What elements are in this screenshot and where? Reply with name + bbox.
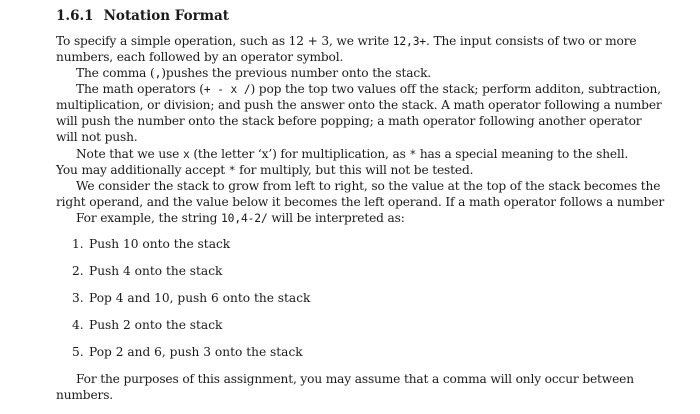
text-span: ) pop the top two values off the stack; perform additon, subtraction,	[250, 82, 661, 96]
paragraph-line	[56, 34, 636, 48]
paragraph-line: will not push.	[56, 130, 138, 144]
code-span: *	[409, 148, 417, 161]
section-title: Notation Format	[103, 8, 230, 24]
text-span: . The input consists of two or more	[426, 34, 637, 48]
code-span: x	[182, 148, 190, 161]
paragraph-line	[76, 66, 431, 80]
code-span: 10,4-2/	[221, 212, 268, 225]
paragraph-line	[56, 163, 473, 177]
text-span: will be interpreted as:	[267, 211, 405, 225]
list-item-text: Pop 4 and 10, push 6 onto the stack	[89, 291, 311, 305]
text-span: )pushes the previous number onto the stack.	[161, 66, 432, 80]
list-item	[72, 291, 310, 305]
list-marker: 4.	[72, 318, 84, 332]
paragraph-line: multiplication, or division; and push the answer onto the stack. A math operator following a number	[56, 98, 662, 112]
list-item	[72, 345, 303, 359]
paragraph-line	[76, 82, 661, 96]
list-marker: 3.	[72, 291, 84, 305]
paragraph-line: numbers, each followed by an operator symbol.	[56, 50, 344, 64]
paragraph-line: will push the number onto the stack before popping; a math operator following another operator	[56, 114, 642, 128]
code-span: 12,3+	[392, 35, 427, 48]
list-item	[72, 237, 230, 251]
section-number: 1.6.1	[56, 8, 94, 24]
list-item-text: Push 10 onto the stack	[89, 237, 231, 251]
text-span: Note that we use	[76, 147, 183, 161]
code-span: ,	[154, 67, 162, 80]
list-item-text: Pop 2 and 6, push 3 onto the stack	[89, 345, 303, 359]
list-item	[72, 318, 222, 332]
list-item	[72, 264, 222, 278]
paragraph-line	[76, 147, 628, 161]
list-item-text: Push 4 onto the stack	[89, 264, 223, 278]
list-marker: 5.	[72, 345, 84, 359]
text-span: has a special meaning to the shell.	[416, 147, 629, 161]
section-heading	[56, 8, 229, 24]
text-span: The comma (	[76, 66, 155, 80]
text-span: For example, the string	[76, 211, 222, 225]
paragraph-line: For the purposes of this assignment, you may assume that a comma will only occur between	[76, 372, 634, 386]
list-item-text: Push 2 onto the stack	[89, 318, 223, 332]
list-marker: 1.	[72, 237, 84, 251]
list-marker: 2.	[72, 264, 84, 278]
paragraph-line: right operand, and the value below it becomes the left operand. If a math operator follows a number	[56, 195, 665, 209]
paragraph-line	[76, 211, 405, 225]
paragraph-line: We consider the stack to grow from left to right, so the value at the top of the stack becomes the	[76, 179, 661, 193]
text-span: (the letter ‘x’) for multiplication, as	[189, 147, 410, 161]
code-span: *	[228, 164, 236, 177]
paragraph-line: numbers.	[56, 388, 114, 402]
text-span: for multiply, but this will not be tested.	[235, 163, 474, 177]
text-span: You may additionally accept	[56, 163, 229, 177]
text-span: The math operators (	[76, 82, 204, 96]
code-span: + - x /	[203, 83, 251, 96]
text-span: To specify a simple operation, such as 12 + 3, we write	[56, 34, 393, 48]
